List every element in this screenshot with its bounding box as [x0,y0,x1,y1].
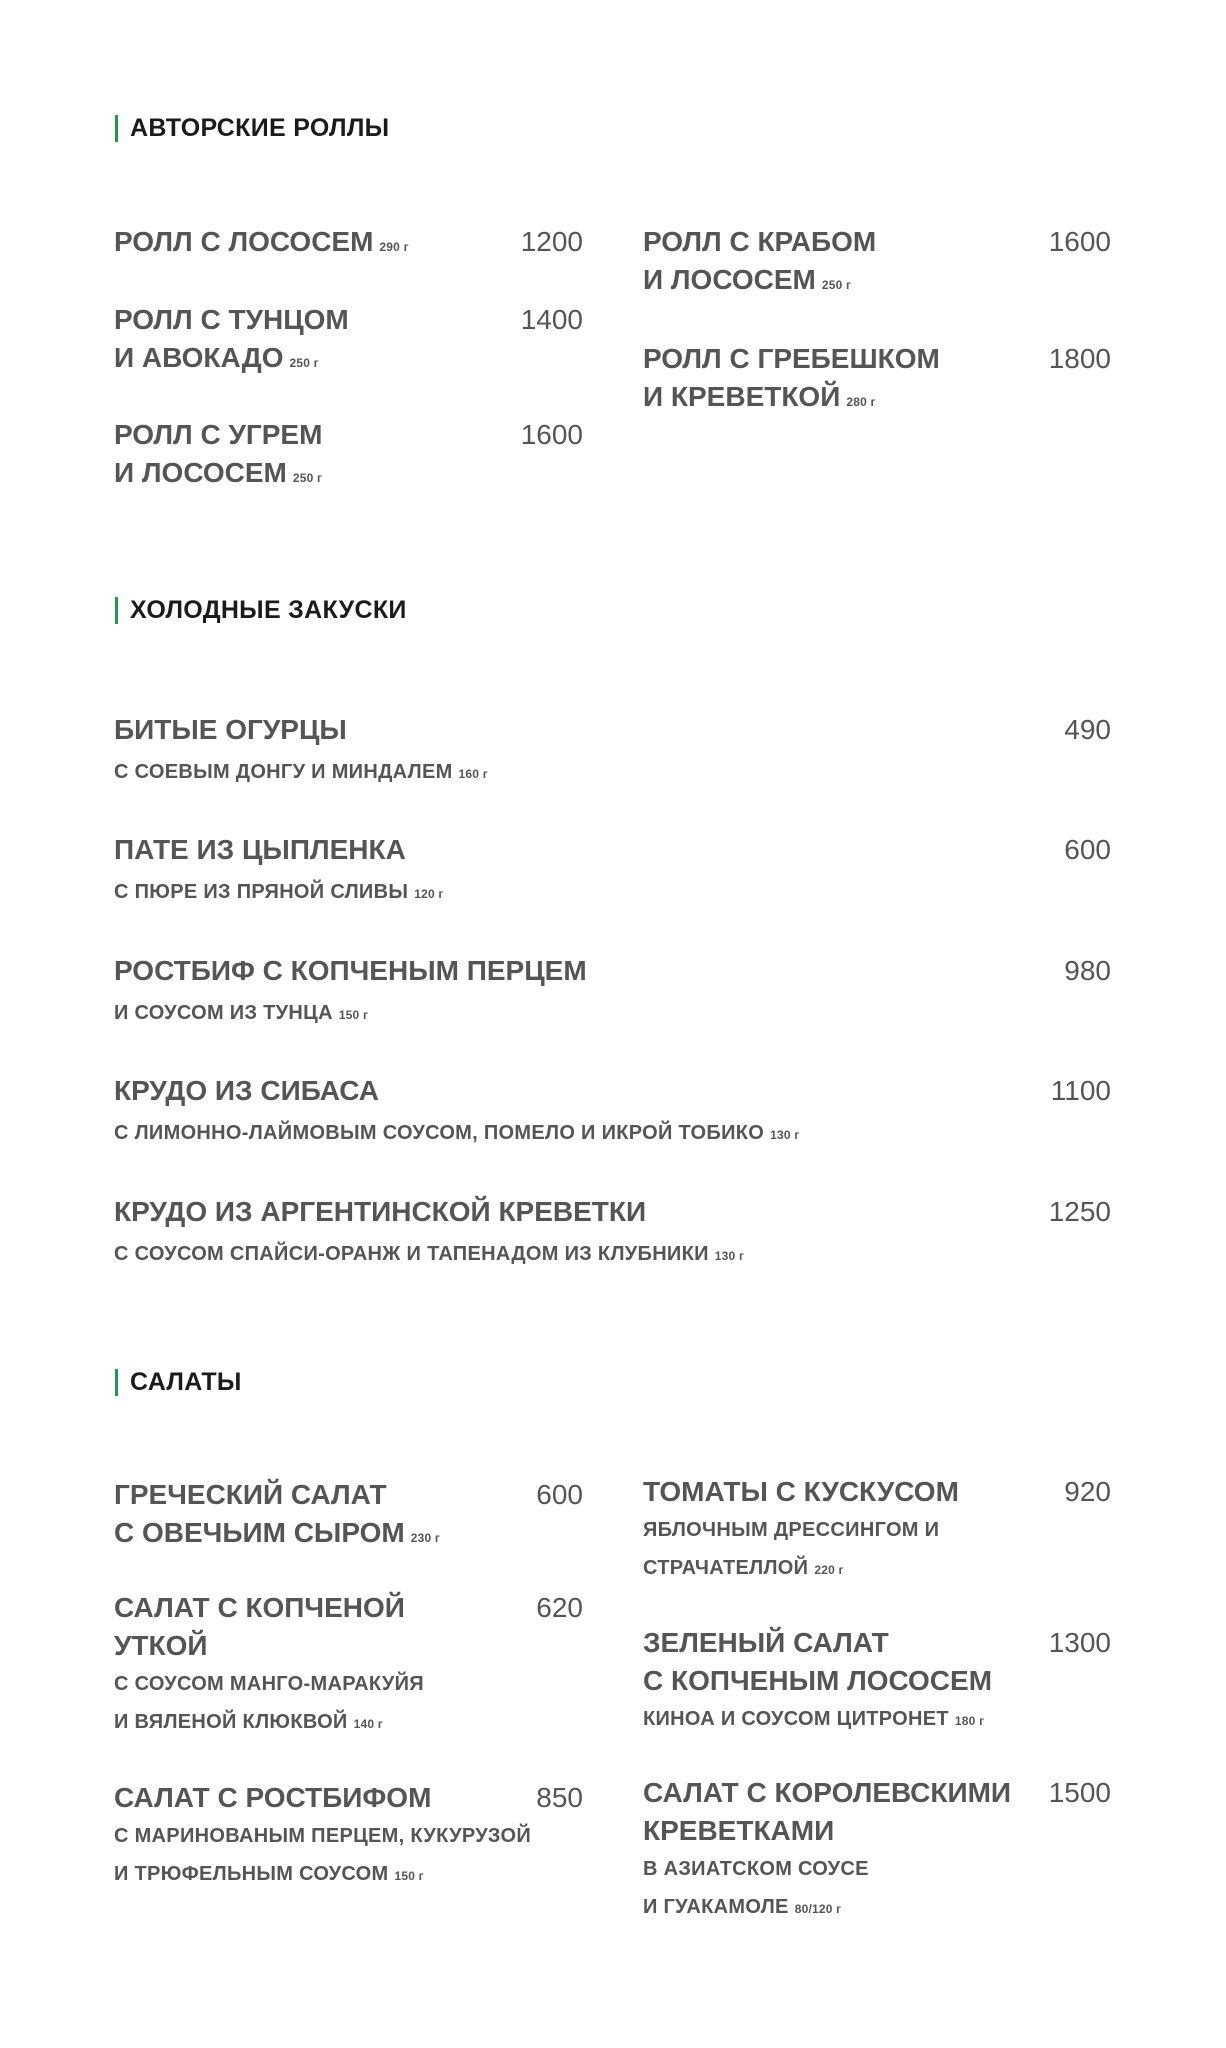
item-price: 1200 [520,226,583,257]
item-weight: 290 г [379,240,409,254]
item-name: РОСТБИФ С КОПЧЕНЫМ ПЕРЦЕМ [114,955,587,986]
item-price: 920 [1064,1476,1111,1507]
item-description-line: ЯБЛОЧНЫМ ДРЕССИНГОМ И [643,1519,940,1541]
accent-bar [115,597,118,624]
section-header-cold-appetizers [115,595,407,625]
item-price: 490 [1064,714,1111,745]
item-price: 1100 [1050,1075,1111,1106]
accent-bar [115,115,118,142]
item-name-line: КРЕВЕТКАМИ [643,1815,835,1846]
item-name-line: РОЛЛ С ГРЕБЕШКОМ [643,343,940,374]
menu-item [643,340,940,421]
item-weight: 130 г [770,1128,800,1142]
item-name: КРУДО ИЗ СИБАСА [114,1075,380,1106]
item-name-line: РОЛЛ С ТУНЦОМ [114,304,349,335]
menu-item [114,1589,424,1743]
item-price: 600 [536,1479,583,1510]
item-name-line: С КОПЧЕНЫМ ЛОСОСЕМ [643,1665,993,1696]
item-name-line: И АВОКАДО [114,342,284,373]
item-description-line: И ТРЮФЕЛЬНЫМ СОУСОМ [114,1863,389,1885]
item-name: ПАТЕ ИЗ ЦЫПЛЕНКА [114,834,406,865]
item-weight: 180 г [954,1714,985,1728]
item-price: 1600 [1048,226,1111,257]
section-header-rolls [115,113,389,143]
item-description-line: С СОУСОМ МАНГО-МАРАКУЙЯ [114,1673,424,1695]
item-price: 600 [1064,834,1111,865]
item-description-line: С МАРИНОВАНЫМ ПЕРЦЕМ, КУКУРУЗОЙ [114,1825,532,1847]
item-price: 1400 [520,304,583,335]
item-description: С ЛИМОННО-ЛАЙМОВЫМ СОУСОМ, ПОМЕЛО И ИКРОЙ ТОБИКО [114,1122,765,1144]
item-description: И СОУСОМ ИЗ ТУНЦА [114,1002,333,1024]
item-weight: 280 г [846,395,876,409]
section-header-salads [115,1367,242,1397]
item-weight: 150 г [394,1869,424,1883]
menu-item [643,1473,959,1589]
item-name-line: И ЛОСОСЕМ [114,457,287,488]
item-price: 1300 [1048,1627,1111,1658]
item-name-line: САЛАТ С КОРОЛЕВСКИМИ [643,1777,1012,1808]
accent-bar [115,1369,118,1396]
item-name-line: ГРЕЧЕСКИЙ САЛАТ [114,1479,387,1510]
item-name: БИТЫЕ ОГУРЦЫ [114,714,347,745]
section-title: АВТОРСКИЕ РОЛЛЫ [130,114,390,142]
menu-item [643,1774,1011,1928]
item-weight: 140 г [353,1717,383,1731]
item-weight: 220 г [814,1563,844,1577]
item-description: С СОУСОМ СПАЙСИ-ОРАНЖ И ТАПЕНАДОМ ИЗ КЛУБНИКИ [114,1243,709,1265]
item-description: С СОЕВЫМ ДОНГУ И МИНДАЛЕМ [114,761,453,783]
item-weight: 120 г [414,887,444,901]
item-description-line: И ГУАКАМОЛЕ [643,1896,789,1918]
menu-item [114,952,587,1034]
item-name-line: САЛАТ С РОСТБИФОМ [114,1782,432,1813]
item-weight: 160 г [458,767,488,781]
item-weight: 130 г [714,1249,745,1263]
item-name-line: И КРЕВЕТКОЙ [643,381,841,412]
item-name-line: ТОМАТЫ С КУСКУСОМ [643,1476,959,1507]
item-name-line: РОЛЛ С УГРЕМ [114,419,323,450]
menu-item [114,1072,799,1154]
item-description-line: И ВЯЛЕНОЙ КЛЮКВОЙ [114,1711,348,1733]
menu-item [114,1476,440,1557]
menu-item [114,1193,744,1275]
item-price: 620 [536,1592,583,1623]
item-name: КРУДО ИЗ АРГЕНТИНСКОЙ КРЕВЕТКИ [114,1196,647,1227]
item-price: 1600 [520,419,583,450]
item-weight: 250 г [292,471,323,485]
item-description: С ПЮРЕ ИЗ ПРЯНОЙ СЛИВЫ [114,881,409,903]
item-weight: 150 г [338,1008,369,1022]
item-price: 980 [1064,955,1111,986]
menu-item [114,416,322,497]
item-name-line: ЗЕЛЕНЫЙ САЛАТ [643,1627,889,1658]
item-weight: 230 г [410,1531,441,1545]
item-description-line: В АЗИАТСКОМ СОУСЕ [643,1858,869,1880]
item-weight: 250 г [289,356,319,370]
menu-item [114,301,349,382]
section-title: ХОЛОДНЫЕ ЗАКУСКИ [130,596,407,624]
menu-item [114,831,444,913]
item-description-line: СТРАЧАТЕЛЛОЙ [643,1557,809,1579]
item-name-line: УТКОЙ [114,1630,208,1661]
item-name-line: РОЛЛ С КРАБОМ [643,226,877,257]
item-price: 1250 [1048,1196,1111,1227]
item-name-line: И ЛОСОСЕМ [643,264,816,295]
item-name: РОЛЛ С ЛОСОСЕМ [114,226,374,257]
menu-item [643,223,876,304]
item-weight: 250 г [821,278,852,292]
section-title: САЛАТЫ [130,1368,242,1396]
item-price: 1800 [1048,343,1111,374]
item-name-line: САЛАТ С КОПЧЕНОЙ [114,1592,405,1623]
menu-item [114,223,409,266]
item-weight: 80/120 г [794,1902,842,1916]
item-description-line: КИНОА И СОУСОМ ЦИТРОНЕТ [643,1708,949,1730]
menu-item [114,711,488,793]
item-price: 850 [536,1782,583,1813]
item-price: 1500 [1048,1777,1111,1808]
item-name-line: С ОВЕЧЬИМ СЫРОМ [114,1517,405,1548]
menu-item [643,1624,992,1740]
